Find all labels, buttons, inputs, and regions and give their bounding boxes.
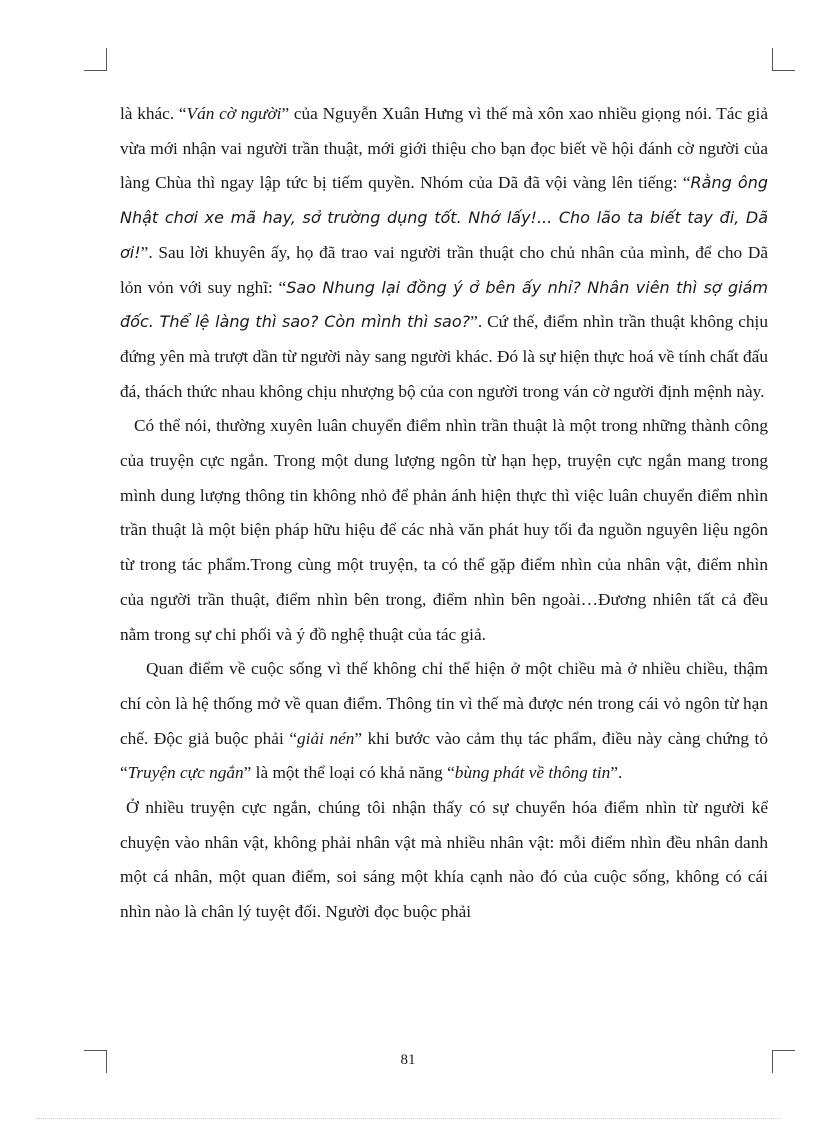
body-text: ”. Sau lời khuyên ấy, họ đã trao vai người trần thuật cho chủ nhân của mình, để cho Dã lỏn vỏn với suy nghĩ: “ [120,242,768,297]
body-text: Quan điểm về cuộc sống vì thế không chỉ thể hiện ở một chiều mà ở nhiều chiều, thậm chí còn là hệ thống mở về quan điểm. Thông tin vì thế mà được nén trong cái vỏ ngôn từ hạn chế. Độc giả buộc phải “ [120,659,768,748]
paragraph-2 [120,409,768,652]
body-text: ” là một thể loại có khả năng “ [243,763,455,783]
italic-quote-text: Rằng ông Nhật chơi xe mã hay, sở trường dụng tốt. Nhớ lấy!... Cho lão ta biết tay đi, Dã ơi! [120,173,768,262]
body-text: ”. Cứ thế, điểm nhìn trần thuật không chịu đứng yên mà trượt dần từ người này sang người khác. Đó là sự hiện thực hoá về tính chất đấu đá, thách thức nhau không chịu nhượng bộ của con người trong ván cờ người định mệnh này. [120,312,768,401]
body-text: ” khi bước vào cảm thụ tác phẩm, điều này càng chứng tỏ “ [120,728,769,783]
italic-quote-text: Ván cờ người [186,104,282,123]
document-body [120,97,768,930]
italic-quote-text: Truyện cực ngắn [127,763,244,783]
body-text: Ở nhiều truyện cực ngắn, chúng tôi nhận thấy có sự chuyển hóa điểm nhìn từ người kể chuyện vào nhân vật, không phải nhân vật mà nhiều nhân vật: mỗi điểm nhìn đều nhân danh một cá nhân, một quan điểm, soi sáng một khía cạnh nào đó của cuộc sống, không có cái nhìn nào là chân lý tuyệt đối. Người đọc buộc phải [120,798,768,922]
paragraph-1 [120,97,768,409]
crop-mark-top-left [84,48,107,71]
paragraph-4 [120,791,768,930]
body-text: ” của Nguyễn Xuân Hưng vì thế mà xôn xao nhiều giọng nói. Tác giả vừa mới nhận vai người trần thuật, mới giới thiệu cho bạn đọc biết về hội đánh cờ người của làng Chùa thì ngay lập tức bị tiếm quyền. Nhóm của Dã đã vội vàng lên tiếng: “ [120,104,768,193]
body-text: Có thể nói, thường xuyên luân chuyển điểm nhìn trần thuật là một trong những thành công của truyện cực ngắn. Trong một dung lượng ngôn từ hạn hẹp, truyện cực ngắn mang trong mình dung lượng thông tin không nhỏ để phản ánh hiện thực thì việc luân chuyển điểm nhìn trần thuật là một biện pháp hữu hiệu để các nhà văn phát huy tối đa nguồn nguyên liệu ngôn từ trong tác phẩm.Trong cùng một truyện, ta có thể gặp điểm nhìn của nhân vật, điểm nhìn của người trần thuật, điểm nhìn bên trong, điểm nhìn bên ngoài…Đương nhiên tất cả đều nằm trong sự chi phối và ý đồ nghệ thuật của tác giả. [120,416,768,644]
italic-quote-text: giải nén [297,728,355,748]
crop-mark-top-right [772,48,795,71]
body-text: ”. [610,763,623,783]
italic-quote-text: bùng phát về thông tin [454,763,611,783]
italic-quote-text: Sao Nhung lại đồng ý ở bên ấy nhỉ? Nhân viên thì sợ giám đốc. Thể lệ làng thì sao? Còn mình thì sao? [120,277,769,332]
bottom-dotted-rule [36,1118,780,1119]
page-number: 81 [400,1052,416,1068]
body-text: là khác. “ [120,104,187,123]
paragraph-3 [120,652,768,791]
